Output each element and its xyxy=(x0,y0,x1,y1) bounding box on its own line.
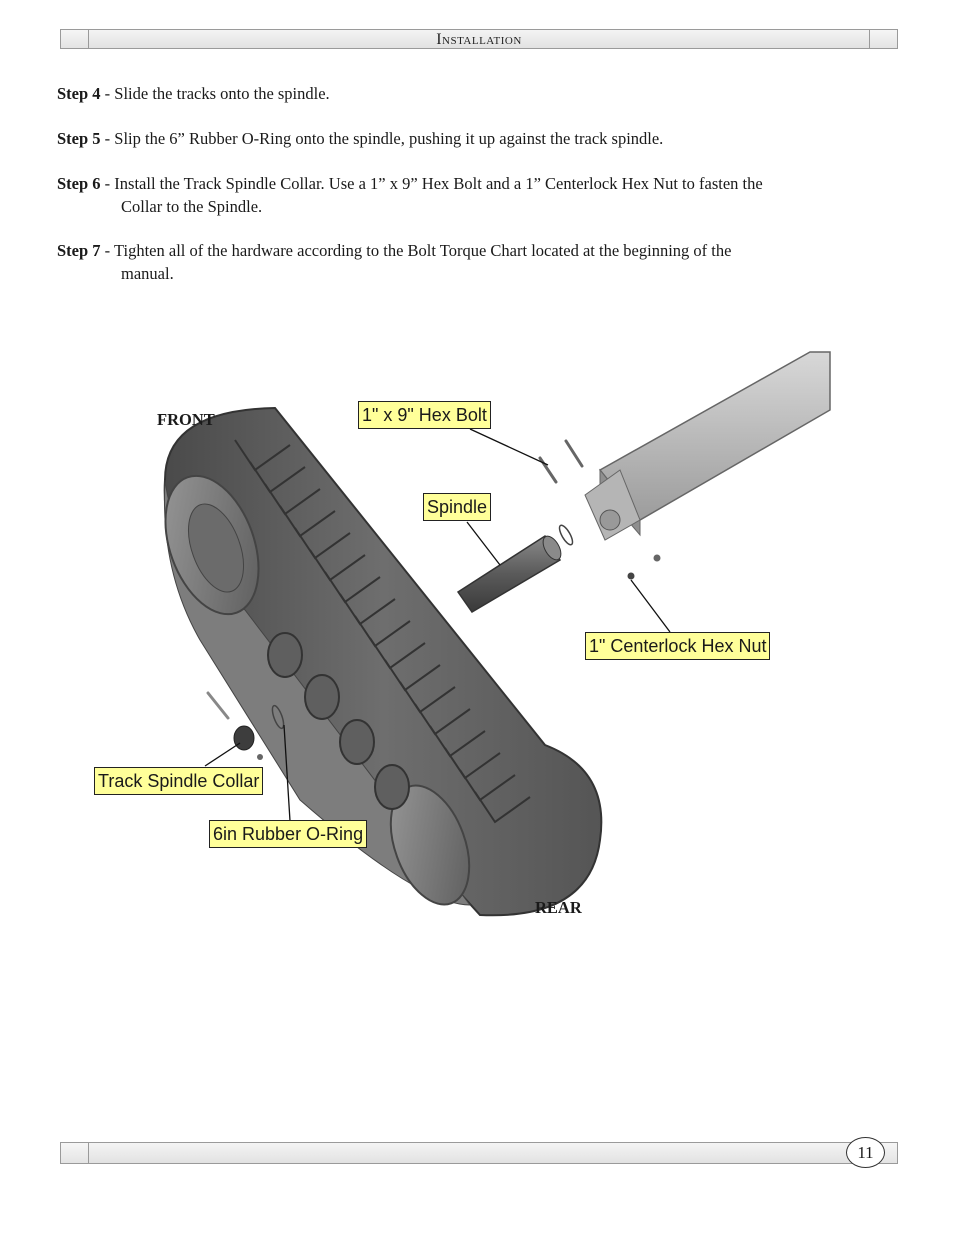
step-label: Step 5 xyxy=(57,129,101,148)
step-continuation: Collar to the Spindle. xyxy=(121,197,263,216)
step-item: Step 4 - Slide the tracks onto the spindle. xyxy=(57,84,330,103)
step-label: Step 6 xyxy=(57,174,101,193)
frame-arm xyxy=(585,352,830,540)
footer-bar xyxy=(60,1142,898,1164)
step-label: Step 4 xyxy=(57,84,101,103)
callout-o-ring: 6in Rubber O-Ring xyxy=(209,820,367,848)
rear-label: REAR xyxy=(535,898,582,917)
page-number: 11 xyxy=(846,1137,885,1168)
installation-steps xyxy=(57,82,877,285)
exploded-assembly-diagram xyxy=(0,340,954,940)
step-item: Step 6 - Install the Track Spindle Collar. Use a 1” x 9” Hex Bolt and a 1” Centerlock Hex Nut to fasten the Collar to the Spindle. xyxy=(57,172,877,218)
assembly-illustration xyxy=(0,340,954,940)
centerlock-nut xyxy=(628,573,635,580)
spindle-part xyxy=(458,523,575,612)
hex-bolts xyxy=(540,441,582,482)
callout-spindle: Spindle xyxy=(423,493,491,521)
step-continuation: manual. xyxy=(121,264,174,283)
callout-centerlock-nut: 1" Centerlock Hex Nut xyxy=(585,632,770,660)
callout-track-spindle-collar: Track Spindle Collar xyxy=(94,767,263,795)
step-text: Tighten all of the hardware according to the Bolt Torque Chart located at the beginning of the xyxy=(114,241,732,260)
step-text: Slide the tracks onto the spindle. xyxy=(114,84,330,103)
front-label: FRONT xyxy=(157,410,215,429)
header-bar xyxy=(60,29,898,49)
nut-dot xyxy=(654,555,661,562)
footer-bar-left-cap xyxy=(61,1143,89,1163)
section-title: Installation xyxy=(436,31,522,48)
step-item: Step 7 - Tighten all of the hardware according to the Bolt Torque Chart located at the beginning of the manual. xyxy=(57,239,877,285)
step-text: Install the Track Spindle Collar. Use a 1” x 9” Hex Bolt and a 1” Centerlock Hex Nut to fasten the xyxy=(114,174,763,193)
step-item: Step 5 - Slip the 6” Rubber O-Ring onto the spindle, pushing it up against the track spindle. xyxy=(57,129,664,148)
header-bar-right-cap xyxy=(869,30,897,48)
callout-hex-bolt: 1" x 9" Hex Bolt xyxy=(358,401,491,429)
step-label: Step 7 xyxy=(57,241,101,260)
step-text: Slip the 6” Rubber O-Ring onto the spindle, pushing it up against the track spindle. xyxy=(114,129,664,148)
